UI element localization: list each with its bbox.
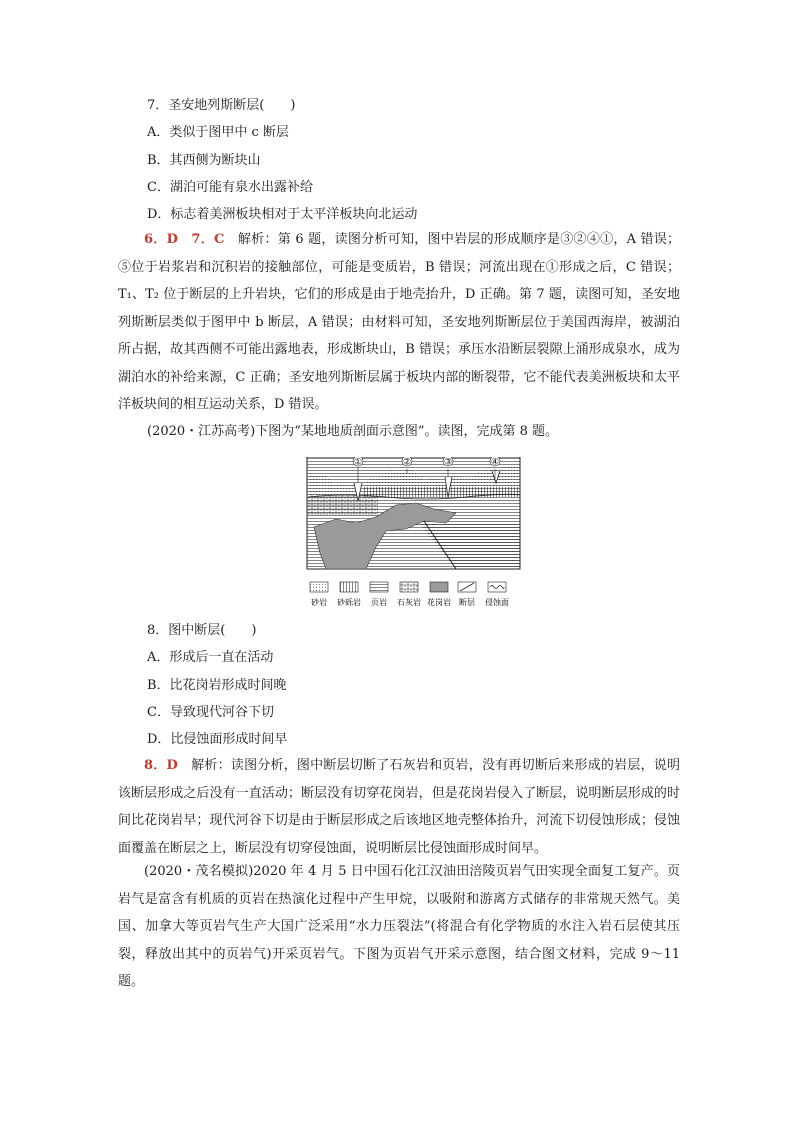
legend-sandstone-label: 砂岩 — [311, 598, 327, 607]
answer-8-explanation: 解析：读图分析，图中断层切断了石灰岩和页岩，没有再切断后来形成的岩层，说明该断层形成之后没有一直活动；断层没有切穿花岗岩，但是花岗岩侵入了断层，说明断层形成的时间比花岗岩早；现代河谷下切是由于断层形成之后该地区地壳整体抬升，河流下切侵蚀形成；侵蚀面覆盖在断层之上，断层没有切穿侵蚀面，说明断层比侵蚀面形成时间早。 — [118, 758, 680, 856]
marker-3: ③ — [443, 457, 453, 468]
legend-fault-label: 断层 — [459, 598, 475, 607]
legend-shale-label: 页岩 — [371, 598, 387, 607]
question-8-option-c: C．导致现代河谷下切 — [147, 705, 274, 720]
marker-1: ① — [353, 457, 363, 468]
legend-limestone-label: 石灰岩 — [397, 598, 421, 607]
answer-6-7 — [118, 226, 680, 419]
geologic-section-diagram — [306, 457, 526, 609]
legend-erosion-surface-swatch — [488, 582, 506, 592]
question-7-option-c: C．湖泊可能有泉水出露补给 — [147, 180, 313, 195]
question-8-intro: (2020・江苏高考)下图为“某地地质剖面示意图”。读图，完成第 8 题。 — [147, 424, 559, 439]
question-9-11-intro: (2020・茂名模拟)2020 年 4 月 5 日中国石化江汉油田涪陵页岩气田实现全面复工复产。页岩气是富含有机质的页岩在热演化过程中产生甲烷，以吸附和游离方式储存的非常规天然气。美国、加拿大等页岩气生产大国广泛采用“水力压裂法”(将混合有化学物质的水注入岩石层使其压裂，释放出其中的页岩气)开采页岩气。下图为页岩气开采示意图，结合图文材料，完成 9～11 题。 — [118, 864, 680, 989]
legend-erosion-surface-label: 侵蚀面 — [485, 598, 509, 607]
marker-4: ④ — [490, 457, 500, 468]
legend-granite-swatch — [430, 582, 448, 592]
question-7-stem: 7．圣安地列斯断层( ) — [147, 98, 296, 113]
geologic-section-figure — [306, 457, 526, 609]
question-8-option-b: B．比花岗岩形成时间晚 — [147, 678, 287, 693]
answer-8-label: 8．D — [144, 758, 178, 773]
legend-sandstone-swatch — [310, 582, 328, 592]
answer-8 — [118, 752, 680, 862]
question-7-option-b: B．其西侧为断块山 — [147, 153, 261, 168]
answer-6-7-explanation: 解析：第 6 题，读图分析可知，图中岩层的形成顺序是③②④①，A 错误；⑤位于岩浆岩和沉积岩的接触部位，可能是变质岩，B 错误；河流出现在①形成之后，C 错误；T₁、T₂ 位于断层的上升岩块，它们的形成是由于地壳抬升，D 正确。第 7 题，读图可知，圣安地列斯断层类似于图甲中 b 断层，A 错误；由材料可知，圣安地列斯断层位于美国西海岸，被湖泊所占据，故其西侧不可能出露地表，形成断块山，B 错误；承压水沿断层裂隙上涌形成泉水，成为湖泊水的补给来源，C 正确；圣安地列斯断层属于板块内部的断裂带，它不能代表美洲板块和太平洋板块间的相互运动关系，D 错误。 — [118, 232, 680, 412]
question-8-option-a: A．形成后一直在活动 — [147, 650, 274, 665]
legend-granite-label: 花岗岩 — [427, 598, 451, 607]
legend-conglomerate-label: 砂砾岩 — [337, 598, 361, 607]
question-8-stem: 8．图中断层( ) — [147, 623, 257, 638]
question-7-option-a: A．类似于图甲中 c 断层 — [147, 125, 289, 140]
legend-shale-swatch — [370, 582, 388, 592]
legend-conglomerate-swatch — [340, 582, 358, 592]
question-8-option-d: D．比侵蚀面形成时间早 — [147, 732, 288, 747]
legend-limestone-swatch — [400, 582, 418, 592]
question-7-option-d: D．标志着美洲板块相对于太平洋板块向北运动 — [147, 207, 418, 222]
answer-6-7-label: 6．D 7．C — [144, 232, 225, 247]
marker-2: ② — [402, 457, 412, 468]
